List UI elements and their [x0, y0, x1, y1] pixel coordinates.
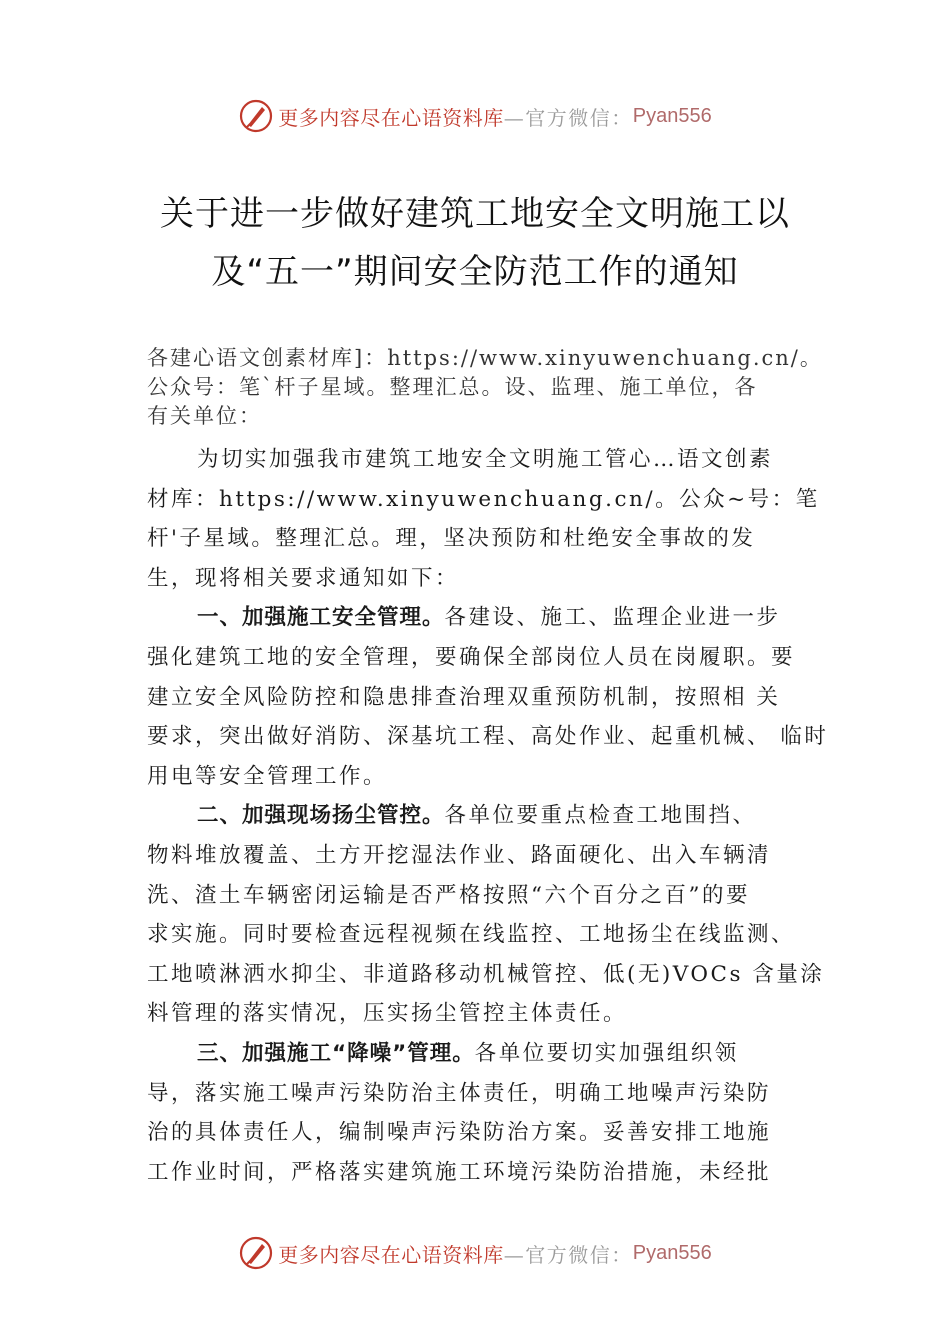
section-1-line: 用电等安全管理工作。	[147, 763, 388, 789]
banner-wechat-id: Pyan556	[632, 1241, 712, 1264]
section-2-line: 工地喷淋洒水抑尘、非道路移动机械管控、低(无)VOCs 含量涂	[147, 961, 825, 987]
addressee-block	[147, 344, 837, 431]
section-3-line: 导，落实施工噪声污染防治主体责任，明确工地噪声污染防	[147, 1080, 772, 1106]
document-body	[147, 440, 837, 1192]
section-2-line: 洗、渣土车辆密闭运输是否严格按照“六个百分之百”的要	[147, 882, 750, 908]
intro-line: 生，现将相关要求通知如下：	[147, 565, 460, 591]
document-title	[100, 185, 850, 301]
section-2-first-line	[147, 796, 837, 836]
section-2-line: 求实施。同时要检查远程视频在线监控、工地扬尘在线监测、	[147, 922, 796, 948]
addressee-line: 各建心语文创素材库]：https://www.xinyuwenchuang.cn/。	[147, 346, 823, 370]
banner-red-text: 更多内容尽在心语资料库	[278, 105, 504, 130]
intro-line: 为切实加强我市建筑工地安全文明施工管心…语文创素	[197, 447, 774, 472]
intro-line: 材库：https://www.xinyuwenchuang.cn/。公众~号：笔	[147, 486, 820, 512]
section-3-line: 治的具体责任人，编制噪声污染防治方案。妥善安排工地施	[147, 1120, 772, 1146]
quill-pen-logo-icon	[238, 1235, 274, 1271]
banner-gray-text: —官方微信：	[503, 1242, 633, 1267]
section-1-first-line	[147, 598, 837, 638]
addressee-line: 公众号：笔`杆子星域。整理汇总。设、监理、施工单位，各	[147, 375, 758, 399]
section-3-first-line	[147, 1034, 837, 1074]
section-1-heading: 一、加强施工安全管理。	[197, 605, 445, 631]
section-2-line: 料管理的落实情况，压实扬尘管控主体责任。	[147, 1001, 628, 1027]
section-3-line: 工作业时间，严格落实建筑施工环境污染防治措施，未经批	[147, 1159, 772, 1185]
section-1-line: 强化建筑工地的安全管理，要确保全部岗位人员在岗履职。要	[147, 644, 796, 670]
section-1-text: 各建设、施工、监理企业进一步	[444, 605, 781, 631]
banner-gray-text: —官方微信：	[503, 105, 633, 130]
section-2-text: 各单位要重点检查工地围挡、	[444, 803, 757, 829]
section-2-line: 物料堆放覆盖、土方开挖湿法作业、路面硬化、出入车辆清	[147, 842, 772, 868]
banner-wechat-id: Pyan556	[632, 104, 712, 127]
title-line-1: 关于进一步做好建筑工地安全文明施工以	[160, 194, 790, 234]
quill-pen-logo-icon	[238, 98, 274, 134]
section-1-line: 要求，突出做好消防、深基坑工程、高处作业、起重机械、 临时	[147, 724, 829, 750]
section-2-heading: 二、加强现场扬尘管控。	[197, 803, 445, 829]
banner-red-text: 更多内容尽在心语资料库	[278, 1242, 504, 1267]
title-line-2: 及“五一”期间安全防范工作的通知	[211, 252, 739, 292]
header-banner	[0, 96, 950, 136]
section-1-line: 建立安全风险防控和隐患排查治理双重预防机制，按照相 关	[147, 684, 781, 710]
section-3-text: 各单位要切实加强组织领	[474, 1040, 739, 1066]
intro-line: 杆'子星域。整理汇总。理，坚决预防和杜绝安全事故的发	[147, 526, 756, 552]
addressee-line: 有关单位：	[147, 404, 262, 428]
section-3-heading: 三、加强施工“降噪”管理。	[197, 1040, 475, 1066]
footer-banner	[0, 1233, 950, 1273]
